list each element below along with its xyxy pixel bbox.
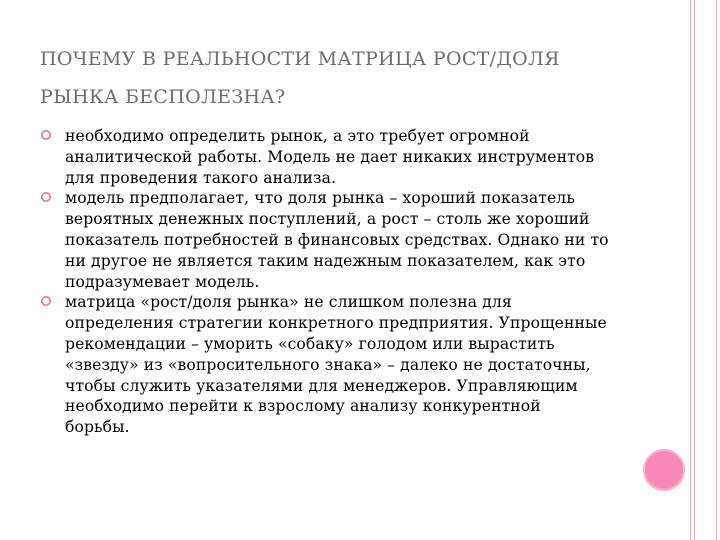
frame-line-middle: [694, 0, 695, 540]
hollow-circle-bullet-icon: [40, 295, 52, 307]
frame-line-left: [690, 0, 691, 540]
hollow-circle-bullet-icon: [40, 129, 52, 141]
slide-title-line-2: РЫНКА БЕСПОЛЕЗНА?: [40, 86, 286, 108]
bullet-item-2: [40, 188, 610, 292]
slide-title-line-1: ПОЧЕМУ В РЕАЛЬНОСТИ МАТРИЦА РОСТ/ДОЛЯ: [40, 48, 560, 70]
bullet-list: [40, 126, 610, 438]
bullet-text-3: матрица «рост/доля рынка» не слишком полезна для определения стратегии конкретного предприятия. Упрощенные рекомендации – уморить «собаку» голодом или вырастить «звезду» из «вопросительного знака» – далеко не достаточны, чтобы служить указателями для менеджеров. Управляющим необходимо перейти к взрослому анализу конкурентной борьбы.: [65, 293, 607, 437]
frame-line-right: [716, 0, 717, 540]
hollow-circle-bullet-icon: [40, 191, 52, 203]
bullet-text-2: модель предполагает, что доля рынка – хороший показатель вероятных денежных поступлений, а рост – столь же хороший показатель потребностей в финансовых средствах. Однако ни то ни другое не является таким надежным показателем, как это подразумевает модель.: [65, 189, 609, 291]
bullet-text-1: необходимо определить рынок, а это требует огромной аналитической работы. Модель не дает никаких инструментов для проведения такого анализа.: [65, 127, 595, 187]
slide-title: [40, 40, 660, 116]
bullet-item-1: [40, 126, 610, 188]
decorative-pink-circle: [643, 449, 685, 491]
bullet-item-3: [40, 292, 610, 438]
